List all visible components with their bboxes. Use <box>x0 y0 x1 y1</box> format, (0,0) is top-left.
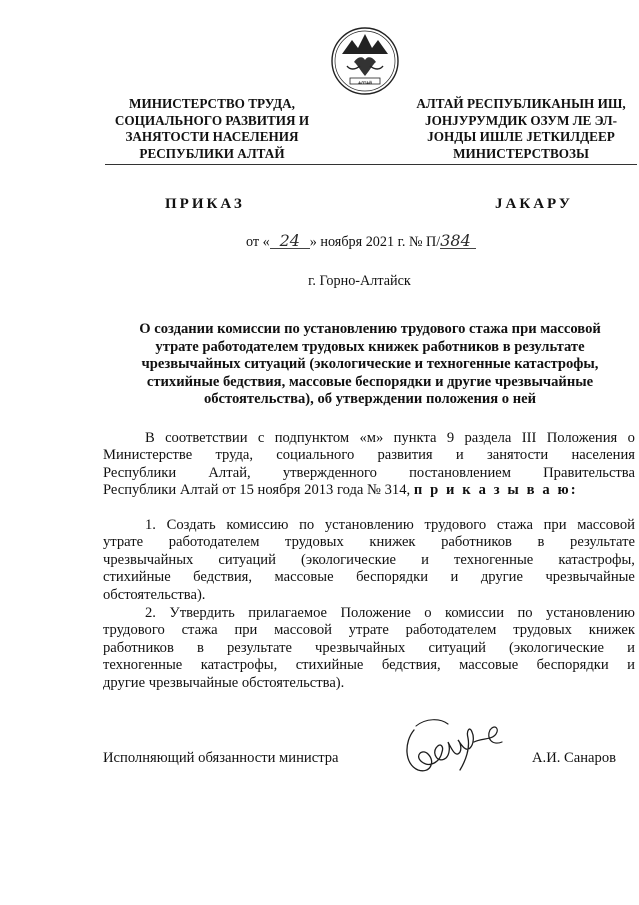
word: установлению <box>546 605 635 621</box>
word: работников <box>441 534 512 551</box>
word: постановлением <box>409 464 511 481</box>
word: катастрофы, <box>558 551 635 568</box>
word: трудовых <box>285 534 344 551</box>
ministry-name-russian <box>98 96 326 162</box>
word: работодателем <box>168 534 260 551</box>
word: Положение <box>340 605 411 621</box>
item-1-last-line: обстоятельства). <box>103 586 206 603</box>
word: стихийные <box>103 569 171 586</box>
title-line: стихийные бедствия, массовые беспорядки и другие чрезвычайные <box>146 373 594 390</box>
word: Положения <box>546 430 618 446</box>
date-suffix: » ноября 2021 г. № П/ <box>309 234 441 250</box>
word: по <box>517 605 533 621</box>
word: трудовых <box>513 622 572 639</box>
word: при <box>234 622 258 639</box>
title-line: чрезвычайных ситуаций (экологические и техногенные катастрофы, <box>141 356 599 373</box>
word: Алтай, <box>208 464 251 481</box>
title-line: обстоятельства), об утверждении положения о ней <box>203 391 537 408</box>
handwritten-order-number: 384 <box>440 233 476 249</box>
word: Министерстве <box>103 447 193 464</box>
date-prefix: от « <box>246 234 270 250</box>
coat-of-arms-icon <box>330 26 400 96</box>
org-left-line: ЗАНЯТОСТИ НАСЕЛЕНИЯ <box>125 129 299 144</box>
word: чрезвычайных <box>103 551 194 568</box>
word: (экологические <box>509 639 605 656</box>
word: о <box>424 605 432 621</box>
word: Республики <box>103 464 177 481</box>
order-title <box>104 321 636 409</box>
word: в <box>537 534 545 551</box>
item-2-last-line: другие чрезвычайные обстоятельства). <box>103 674 345 691</box>
word: установлению <box>324 517 414 533</box>
justified-line <box>103 534 635 551</box>
word: подпунктом <box>274 430 350 446</box>
header-divider <box>105 164 637 165</box>
justified-line <box>103 517 635 534</box>
signatory-position: Исполняющий обязанности министра <box>103 750 339 766</box>
word: техногенные <box>454 551 534 568</box>
last-line <box>103 587 635 604</box>
decree-word: п р и к а з ы в а ю: <box>413 482 578 499</box>
word: 9 <box>446 430 455 446</box>
word: техногенные <box>103 657 183 674</box>
word: массовой <box>274 622 332 639</box>
word: ситуаций <box>218 551 276 568</box>
handwritten-day: 24 <box>270 233 310 249</box>
justified-line <box>103 622 635 639</box>
word: работодателем <box>405 622 497 639</box>
preamble-paragraph <box>103 430 635 500</box>
word: и <box>450 569 459 586</box>
justified-line <box>103 552 635 569</box>
word: пункта <box>393 430 437 446</box>
word: трудового <box>424 517 487 533</box>
last-line <box>103 675 635 692</box>
word: массовые <box>274 569 334 586</box>
order-date-line <box>246 233 476 251</box>
word: с <box>257 430 265 446</box>
word: труда, <box>215 447 254 464</box>
word: массовой <box>577 517 635 533</box>
word: работников <box>103 639 174 656</box>
item-1-paragraph <box>103 517 635 604</box>
justified-line <box>103 640 635 657</box>
preamble-last-line: Республики Алтай от 15 ноября 2013 года № 314, <box>103 482 414 499</box>
word: В <box>145 430 155 446</box>
word: книжек <box>369 534 416 551</box>
word: по <box>299 517 315 533</box>
order-label-altai: ЈАКАРУ <box>495 196 573 212</box>
word: катастрофы, <box>200 657 278 674</box>
word: о <box>627 430 635 446</box>
justified-line <box>103 605 635 622</box>
org-right-line: ЈОНДЫ ИШЛЕ ЈЕТКИЛДЕЕР <box>427 129 615 144</box>
justified-line <box>103 447 635 464</box>
word: в <box>196 639 204 656</box>
word: утвержденного <box>282 464 377 481</box>
word: соответствии <box>165 430 248 446</box>
title-line: О создании комиссии по установлению трудового стажа при массовой <box>139 321 601 337</box>
word: Создать <box>166 517 216 533</box>
handwritten-signature <box>396 712 516 782</box>
org-right-line: МИНИСТЕРСТВОЗЫ <box>453 145 589 161</box>
justified-line <box>103 430 635 447</box>
word: раздела <box>464 430 512 446</box>
word: «м» <box>359 430 384 446</box>
word: беспорядки <box>356 569 429 586</box>
word: и <box>455 447 464 464</box>
org-left-line: МИНИСТЕРСТВО ТРУДА, <box>129 96 295 111</box>
word: книжек <box>588 622 635 639</box>
word: стажа <box>181 622 218 639</box>
word: беспорядки <box>536 657 609 674</box>
word: занятости <box>486 447 549 464</box>
word: Утвердить <box>169 605 235 621</box>
item-2-paragraph <box>103 605 635 692</box>
word: населения <box>571 447 635 464</box>
word: бедствия, <box>193 569 253 586</box>
word: комиссии <box>445 605 505 621</box>
word: прилагаемое <box>248 605 328 621</box>
word: и <box>421 551 429 568</box>
word: утрате <box>103 534 144 551</box>
word: утрате <box>348 622 389 639</box>
title-line: утрате работодателем трудовых книжек работников в результате <box>155 338 585 355</box>
word: социального <box>276 447 355 464</box>
word: результате <box>226 639 292 656</box>
word: результате <box>570 534 635 551</box>
city: г. Горно-Алтайск <box>308 273 411 289</box>
word: Правительства <box>543 464 635 481</box>
word: чрезвычайные <box>545 569 635 586</box>
org-left-line: РЕСПУБЛИКИ АЛТАЙ <box>139 145 285 161</box>
word: 1. <box>145 517 156 533</box>
org-right-line: ЈОНЈУРУМДИК ОЗУМ ЛЕ ЭЛ- <box>425 112 617 128</box>
emblem-ribbon-text: АЛТАЙ <box>358 80 372 85</box>
word: и <box>627 657 635 674</box>
justified-line <box>103 657 635 674</box>
word: стихийные <box>295 657 364 674</box>
word: стажа <box>496 517 533 533</box>
word: III <box>521 430 537 446</box>
word: массовые <box>459 657 519 674</box>
org-left-line: СОЦИАЛЬНОГО РАЗВИТИЯ И <box>114 112 310 128</box>
last-line <box>103 482 635 499</box>
word: развития <box>377 447 433 464</box>
justified-line <box>103 569 635 586</box>
justified-line <box>103 465 635 482</box>
word: при <box>543 517 567 533</box>
ministry-name-altai <box>405 96 637 162</box>
word: ситуаций <box>428 639 486 656</box>
org-right-line: АЛТАЙ РЕСПУБЛИКАНЫН ИШ, <box>416 96 626 111</box>
word: другие <box>480 569 523 586</box>
signatory-name: А.И. Санаров <box>532 750 617 766</box>
word: комиссию <box>226 517 289 533</box>
word: 2. <box>145 605 156 621</box>
word: бедствия, <box>381 657 441 674</box>
word: трудового <box>103 622 165 639</box>
word: (экологические <box>301 551 396 568</box>
word: чрезвычайных <box>315 639 406 656</box>
order-label-russian: ПРИКАЗ <box>165 196 245 212</box>
word: и <box>627 639 635 656</box>
